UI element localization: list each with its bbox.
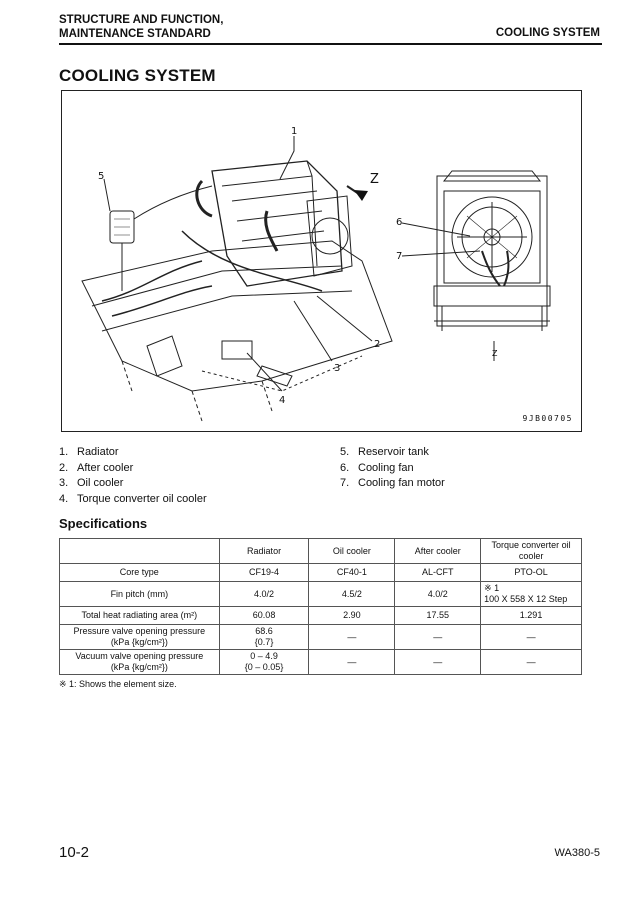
illustration-drawing [62, 91, 583, 433]
legend-item [59, 445, 207, 461]
cell-line: 4.0/2 [427, 588, 448, 599]
table-row [60, 564, 582, 582]
cell-line: 4.5/2 [341, 588, 362, 599]
row-label-line: Core type [119, 567, 159, 577]
callout-5: 5 [98, 171, 105, 182]
legend-text: Radiator [77, 446, 119, 458]
cell-line: 2.90 [343, 610, 361, 620]
table-cell [219, 582, 309, 607]
legend-text: Reservoir tank [358, 446, 429, 458]
specifications-table [59, 538, 582, 675]
legend-text: Cooling fan motor [358, 477, 445, 489]
table-cell [309, 625, 395, 650]
legend-text: Oil cooler [77, 477, 124, 489]
figure-code: 9JB00705 [522, 414, 573, 423]
table-header-row [60, 539, 582, 564]
legend-column-1 [59, 445, 207, 507]
table-cell [481, 582, 582, 607]
cell-line: 0 – 4.9 [250, 651, 278, 661]
row-label-unit: (kPa {kg/cm²}) [110, 662, 168, 672]
table-cell [481, 607, 582, 625]
table-cell [219, 564, 309, 582]
row-label-line: Pressure valve opening pressure [73, 626, 206, 636]
legend-num: 5. [340, 446, 350, 458]
cell-line: — [347, 631, 357, 642]
table-row [60, 625, 582, 650]
page-title: COOLING SYSTEM [59, 66, 216, 85]
legend-item [59, 492, 207, 508]
table-cell [219, 625, 309, 650]
cell-line: ※ 1 [484, 583, 500, 593]
cell-line: {0 – 0.05} [244, 662, 284, 672]
cell-line: 60.08 [252, 610, 276, 620]
cell-line: — [347, 656, 357, 667]
cell-line: — [526, 631, 536, 642]
legend-item [340, 476, 445, 492]
callout-1: 1 [291, 126, 298, 137]
table-header-cell: After cooler [395, 539, 481, 564]
table-cell [309, 582, 395, 607]
table-cell [395, 607, 481, 625]
header-rule [59, 43, 602, 45]
table-cell [309, 564, 395, 582]
row-label [60, 607, 220, 625]
legend-item [340, 461, 445, 477]
row-label [60, 582, 220, 607]
cell-line: CF19-4 [249, 567, 280, 577]
table-row [60, 607, 582, 625]
callout-2: 2 [374, 339, 381, 350]
table-row [60, 582, 582, 607]
cell-line: — [433, 656, 443, 667]
chapter-header: COOLING SYSTEM [495, 27, 600, 39]
row-label-line: Fin pitch (mm) [110, 588, 169, 599]
legend-num: 2. [59, 461, 69, 474]
legend-num: 6. [340, 461, 350, 474]
cell-line: 100 X 558 X 12 Step [484, 594, 568, 604]
table-cell [481, 650, 582, 675]
table-cell [481, 625, 582, 650]
legend-text: Cooling fan [358, 461, 414, 474]
cell-line: 17.55 [426, 610, 449, 620]
page-number: 10-2 [59, 844, 90, 861]
table-row [60, 650, 582, 675]
table-cell [309, 650, 395, 675]
row-label-unit: (kPa {kg/cm²}) [110, 637, 168, 647]
model-number: WA380-5 [554, 847, 600, 859]
table-header-cell: Radiator [219, 539, 309, 564]
view-label-z: Z [370, 172, 379, 187]
table-cell [395, 582, 481, 607]
legend-text: Torque converter oil cooler [77, 492, 207, 505]
cell-line: 68.6 [255, 626, 273, 636]
section-header-line1: STRUCTURE AND FUNCTION, [59, 14, 224, 26]
table-header-cell: Torque converter oil cooler [481, 539, 582, 564]
legend-item [59, 476, 207, 492]
legend-column-2 [340, 445, 445, 492]
table-header-cell: Oil cooler [309, 539, 395, 564]
cell-line: CF40-1 [336, 567, 367, 577]
legend-text: After cooler [77, 461, 134, 474]
cell-line: PTO-OL [514, 567, 548, 577]
row-label [60, 564, 220, 582]
table-cell [219, 650, 309, 675]
legend-num: 3. [59, 477, 69, 489]
callout-6: 6 [396, 217, 403, 228]
legend-item [340, 445, 445, 461]
callout-4: 4 [279, 395, 286, 406]
table-cell [219, 607, 309, 625]
cooling-system-illustration [61, 90, 582, 432]
table-footnote: ※ 1: Shows the element size. [59, 679, 177, 689]
section-header [59, 13, 223, 41]
row-label [60, 650, 220, 675]
legend-num: 7. [340, 477, 350, 489]
cell-line: {0.7} [254, 637, 274, 647]
legend-item [59, 461, 207, 477]
table-cell [481, 564, 582, 582]
row-label-line: Total heat radiating area (m²) [81, 610, 198, 620]
table-cell [395, 625, 481, 650]
cell-line: AL-CFT [421, 567, 454, 577]
callout-3: 3 [334, 363, 341, 374]
legend-num: 4. [59, 492, 69, 505]
table-cell [395, 564, 481, 582]
cell-line: — [526, 656, 536, 667]
row-label [60, 625, 220, 650]
view-label-z-small: Z [492, 349, 498, 358]
cell-line: — [433, 631, 443, 642]
specifications-title: Specifications [59, 516, 148, 531]
section-header-line2: MAINTENANCE STANDARD [59, 28, 211, 40]
table-cell [395, 650, 481, 675]
table-cell [309, 607, 395, 625]
legend-num: 1. [59, 446, 69, 458]
cell-line: 4.0/2 [254, 588, 275, 599]
callout-7: 7 [396, 251, 403, 262]
table-header-cell [60, 539, 220, 564]
cell-line: 1.291 [519, 610, 543, 620]
row-label-line: Vacuum valve opening pressure [75, 651, 204, 661]
